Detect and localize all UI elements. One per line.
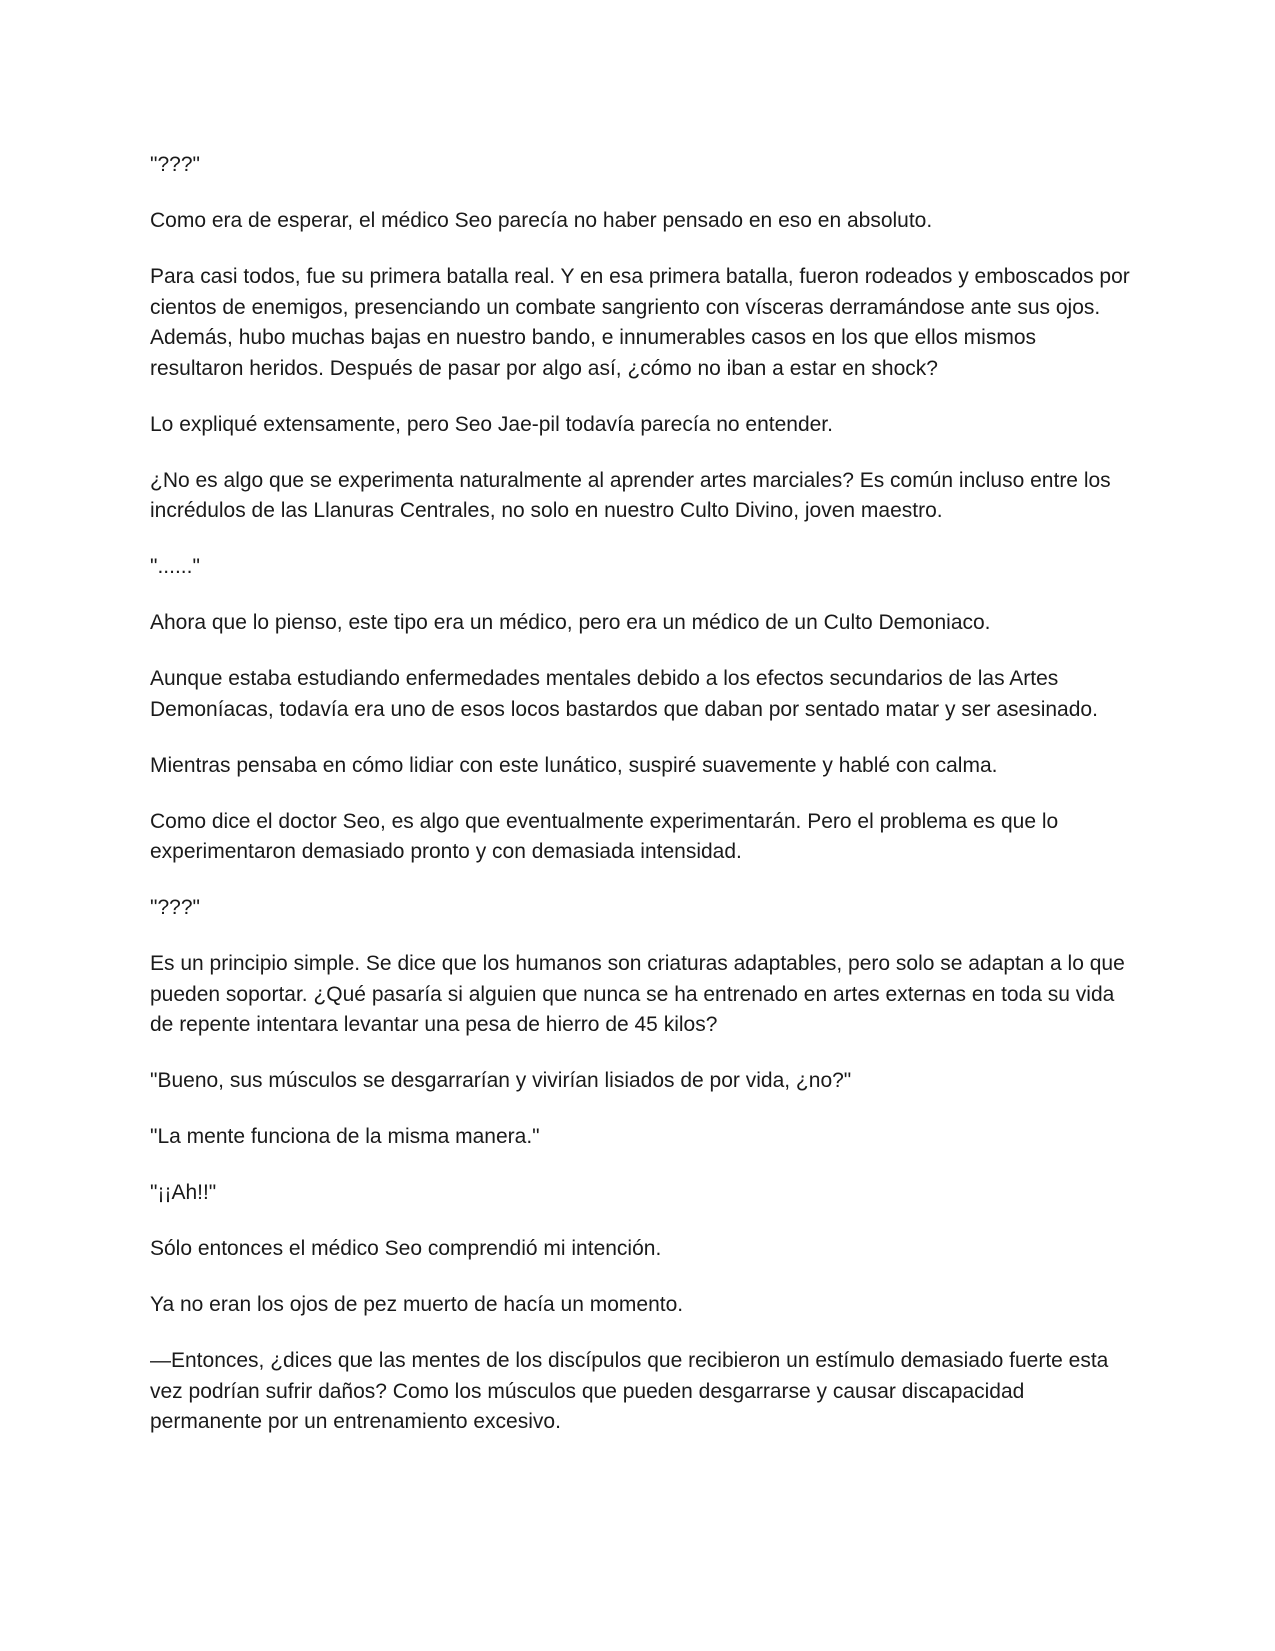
paragraph: —Entonces, ¿dices que las mentes de los discípulos que recibieron un estímulo demasiado fuerte esta vez podrían sufrir daños? Como los músculos que pueden desgarrarse y causar discapacidad permanente por un entrenamiento excesivo. <box>150 1349 1109 1433</box>
paragraph: Como dice el doctor Seo, es algo que eventualmente experimentarán. Pero el problema es que lo experimentaron demasiado pronto y con demasiada intensidad. <box>150 809 1059 863</box>
paragraph: Para casi todos, fue su primera batalla real. Y en esa primera batalla, fueron rodeados y emboscados por cientos de enemigos, presenciando un combate sangriento con vísceras derramándose ante sus ojos. Además, hubo muchas bajas en nuestro bando, e innumerables casos en los que ellos mismos resultaron heridos. Después de pasar por algo así, ¿cómo no iban a estar en shock? <box>150 265 1130 380</box>
paragraph: Mientras pensaba en cómo lidiar con este lunático, suspiré suavemente y hablé con calma. <box>150 753 998 777</box>
paragraph: "¡¡Ah!!" <box>150 1181 217 1204</box>
document-body <box>150 150 1130 1463</box>
paragraph: Ahora que lo pienso, este tipo era un médico, pero era un médico de un Culto Demoniaco. <box>150 611 991 634</box>
paragraph: Ya no eran los ojos de pez muerto de hacía un momento. <box>150 1293 684 1316</box>
paragraph: Es un principio simple. Se dice que los humanos son criaturas adaptables, pero solo se adaptan a lo que pueden soportar. ¿Qué pasaría si alguien que nunca se ha entrenado en artes externas en toda su vida de repente intentara levantar una pesa de hierro de 45 kilos? <box>150 952 1125 1036</box>
paragraph: Lo expliqué extensamente, pero Seo Jae-pil todavía parecía no entender. <box>150 412 833 436</box>
paragraph: Aunque estaba estudiando enfermedades mentales debido a los efectos secundarios de las Artes Demoníacas, todavía era uno de esos locos bastardos que daban por sentado matar y ser asesinado. <box>150 667 1098 721</box>
paragraph: "???" <box>150 153 200 176</box>
paragraph: "La mente funciona de la misma manera." <box>150 1125 540 1148</box>
paragraph: Como era de esperar, el médico Seo parecía no haber pensado en eso en absoluto. <box>150 209 933 232</box>
paragraph: ¿No es algo que se experimenta naturalmente al aprender artes marciales? Es común incluso entre los incrédulos de las Llanuras Centrales, no solo en nuestro Culto Divino, joven maestro. <box>150 468 1111 522</box>
paragraph: Sólo entonces el médico Seo comprendió mi intención. <box>150 1237 662 1260</box>
paragraph: "......" <box>150 555 200 578</box>
paragraph: "???" <box>150 896 200 919</box>
paragraph: "Bueno, sus músculos se desgarrarían y vivirían lisiados de por vida, ¿no?" <box>150 1069 852 1092</box>
